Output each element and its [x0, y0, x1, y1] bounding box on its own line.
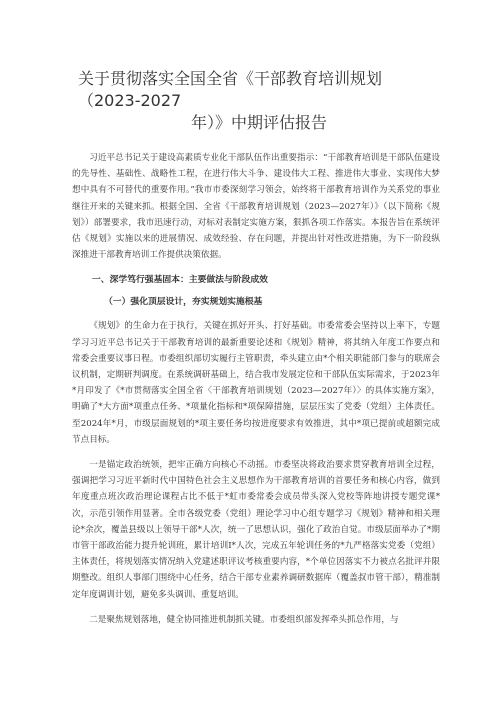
section-heading-1: 一、深学笃行强基固本：主要做法与阶段成效: [92, 275, 268, 286]
body-paragraph-3: 二是聚焦规划落地，健全协同推进机制抓关键。市委组织部发挥牵头抓总作用，与: [89, 614, 399, 625]
title-line-1: 关于贯彻落实全国全省《干部教育培训规划（2023-2027: [78, 69, 383, 110]
body-paragraph-1: 《规划》的生命力在于执行，关键在抓好开头、打好基础。市委常委会坚持以上率下，专题学习习近平总书记关于干部教育培训的最新重要论述和《规划》精神，将其纳入年度工作要点和常委会重要议事日程。市委组织部切实履行主管职责，牵头建立由*个相关职能部门参与的联席会议机制，定期研判调度。在系统调研基础上，结合我市发展定位和干部队伍实际需求，于2023年*月印发了《*市贯彻落实全国全省〈干部教育培训规划（2023—2027年）〉的具体实施方案》，明确了*大方面*项重点任务、*项量化指标和*项保障措施，层层压实了党委（党组）主体责任。至2024年*月，市级层面规划的*项主要任务均按进度要求有效推进，其中*项已提前或超额完成节点目标。: [72, 321, 440, 445]
body-paragraph-2: 一是锚定政治统领，把牢正确方向核心不动摇。市委坚决将政治要求贯穿教育培训全过程，强调把学习习近平新时代中国特色社会主义思想作为干部教育培训的首要任务和核心内容，做到年度重点班次政治理论课程占比不低于*虹市委常委会成员带头深入党校等阵地讲授专题党课*次，示范引领作用显著。全市各级党委（党组）理论学习中心组专题学习《规划》精神和相关理论*余次，覆盖县级以上领导干部*人次，统一了思想认识，强化了政治自觉。市级层面举办了*期市管干部政治能力提升轮训班，累计培训I*人次，完成五年轮训任务的*九严格落实党委（党组）主体责任，将规划落实情况纳入党建述职评议考核重要内容，*个单位因落实不力被点名批评并限期整改。组织人事部门围绕中心任务，结合干部专业素养调研数据库（覆盖叔市管干部），精准制定年度调训计划，避免多头调训、重复培训。: [72, 460, 440, 600]
intro-paragraph: 习近平总书记关于建设高素质专业化干部队伍作出重要指示：“干部教育培训是干部队伍建设的先导性、基础性、战略性工程，在进行伟大斗争、建设伟大工程、推进伟大事业、实现伟大梦想中具有不可替代的重要作用。”我市市委深刻学习领会，始终将干部教育培训作为关系党的事业继往开来的关键来抓。根据全国、全省《干部教育培训规划（2023—2027年）》（以下简称《规划》）部署要求，我市迅速行动，对标对表制定实施方案，狠抓各项工作落实。本报告旨在系统评估《规划》实施以来的进展情况、成效经验、存在问题，并提出针对性改进措施，为下一阶段纵深推进干部教育培训工作提供决策依据。: [72, 153, 440, 261]
title-line-2: 年）》中期评估报告: [190, 113, 327, 132]
report-body: [72, 150, 440, 628]
subsection-heading-1: （一）强化顶层设计，夯实规划实施根基: [104, 297, 263, 308]
page-title: [72, 68, 440, 134]
